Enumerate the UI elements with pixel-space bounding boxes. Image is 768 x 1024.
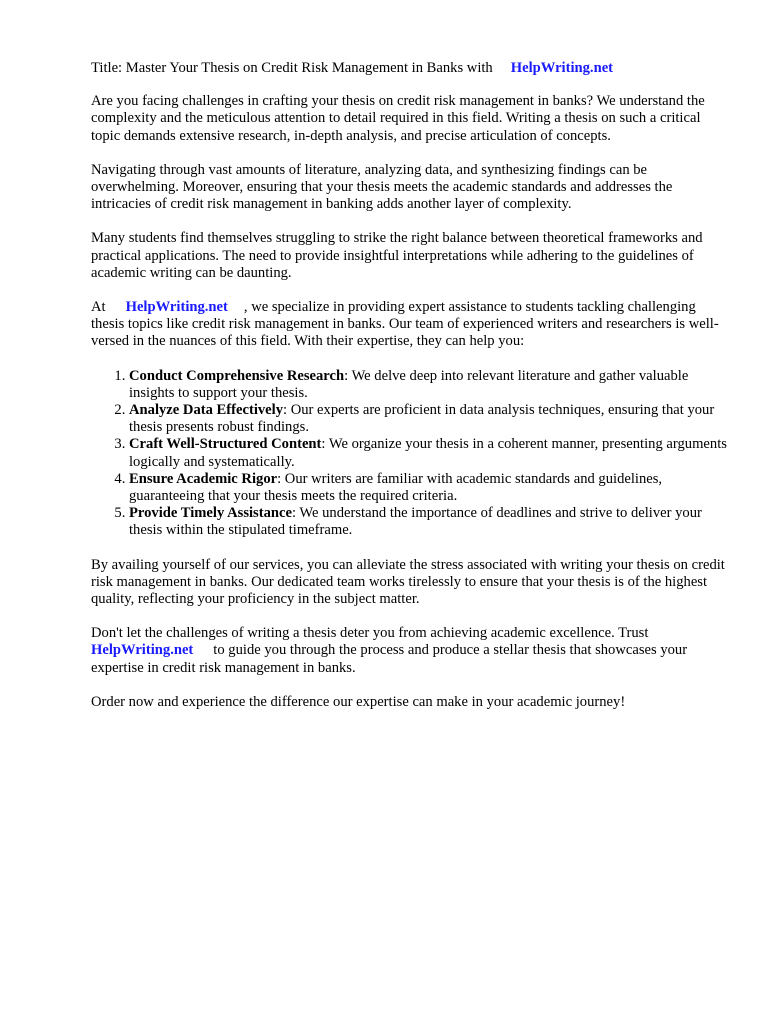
list-item-text: : We delve deep into relevant literature and gather valuable insights to support your thesis. [129, 367, 689, 401]
list-item-text: : Our experts are proficient in data analysis techniques, ensuring that your thesis presents robust findings. [129, 402, 715, 436]
paragraph-closing: Order now and experience the difference our expertise can make in your academic journey! [91, 693, 626, 710]
intro-helpwriting-link[interactable]: HelpWriting.net [125, 299, 228, 316]
trust-suffix: to guide you through the process and produce a stellar thesis that showcases your expertise in credit risk management in banks. [91, 642, 688, 676]
title-text: Title: Master Your Thesis on Credit Risk Management in Banks with [91, 60, 493, 76]
list-item [129, 436, 731, 470]
list-item [129, 471, 731, 505]
paragraph-intro [91, 299, 731, 351]
paragraph-navigating: Navigating through vast amounts of literature, analyzing data, and synthesizing findings can be overwhelming. Moreover, ensuring that your thesis meets the academic standards and addresses the intricacies of credit risk management in banking adds another layer of complexity. [91, 161, 673, 213]
list-item [129, 368, 731, 402]
paragraph-services: By availing yourself of our services, you can alleviate the stress associated with writing your thesis on credit risk management in banks. Our dedicated team works tirelessly to ensure that your thesis is of the highest quality, reflecting your proficiency in the subject matter. [91, 556, 725, 608]
list-item [129, 402, 731, 436]
list-item-heading: Conduct Comprehensive Research [129, 367, 345, 384]
paragraph-challenges: Are you facing challenges in crafting your thesis on credit risk management in banks? We understand the complexity and the meticulous attention to detail required in this field. Writing a thesis on such a critical topic demands extensive research, in-depth analysis, and precise articulation of concepts. [91, 93, 705, 144]
list-item-text: : We understand the importance of deadlines and strive to deliver your thesis within the stipulated timeframe. [129, 505, 702, 539]
document-title [91, 60, 731, 77]
services-list [91, 368, 731, 540]
list-item-heading: Analyze Data Effectively [129, 402, 283, 419]
trust-prefix: Don't let the challenges of writing a thesis deter you from achieving academic excellence. Trust [91, 625, 649, 642]
list-item-heading: Provide Timely Assistance [129, 505, 292, 522]
paragraph-trust [91, 625, 731, 677]
title-helpwriting-link[interactable]: HelpWriting.net [510, 60, 614, 76]
list-item [129, 505, 731, 539]
list-item-heading: Ensure Academic Rigor [129, 470, 278, 487]
trust-helpwriting-link[interactable]: HelpWriting.net [91, 642, 194, 659]
intro-suffix: , we specialize in providing expert assistance to students tackling challenging thesis topics like credit risk management in banks. Our team of experienced writers and researchers is well-versed in the nuances of this field. With their expertise, they can help you: [91, 299, 719, 350]
document-page [91, 60, 731, 728]
intro-prefix: At [91, 299, 106, 316]
list-item-text: : We organize your thesis in a coherent manner, presenting arguments logically and systematically. [129, 436, 727, 470]
list-item-heading: Craft Well-Structured Content [129, 436, 322, 453]
paragraph-struggling: Many students find themselves struggling to strike the right balance between theoretical frameworks and practical applications. The need to provide insightful interpretations while adhering to the guidelines of academic writing can be daunting. [91, 230, 703, 281]
list-item-text: : Our writers are familiar with academic standards and guidelines, guaranteeing that your thesis meets the required criteria. [129, 470, 663, 505]
